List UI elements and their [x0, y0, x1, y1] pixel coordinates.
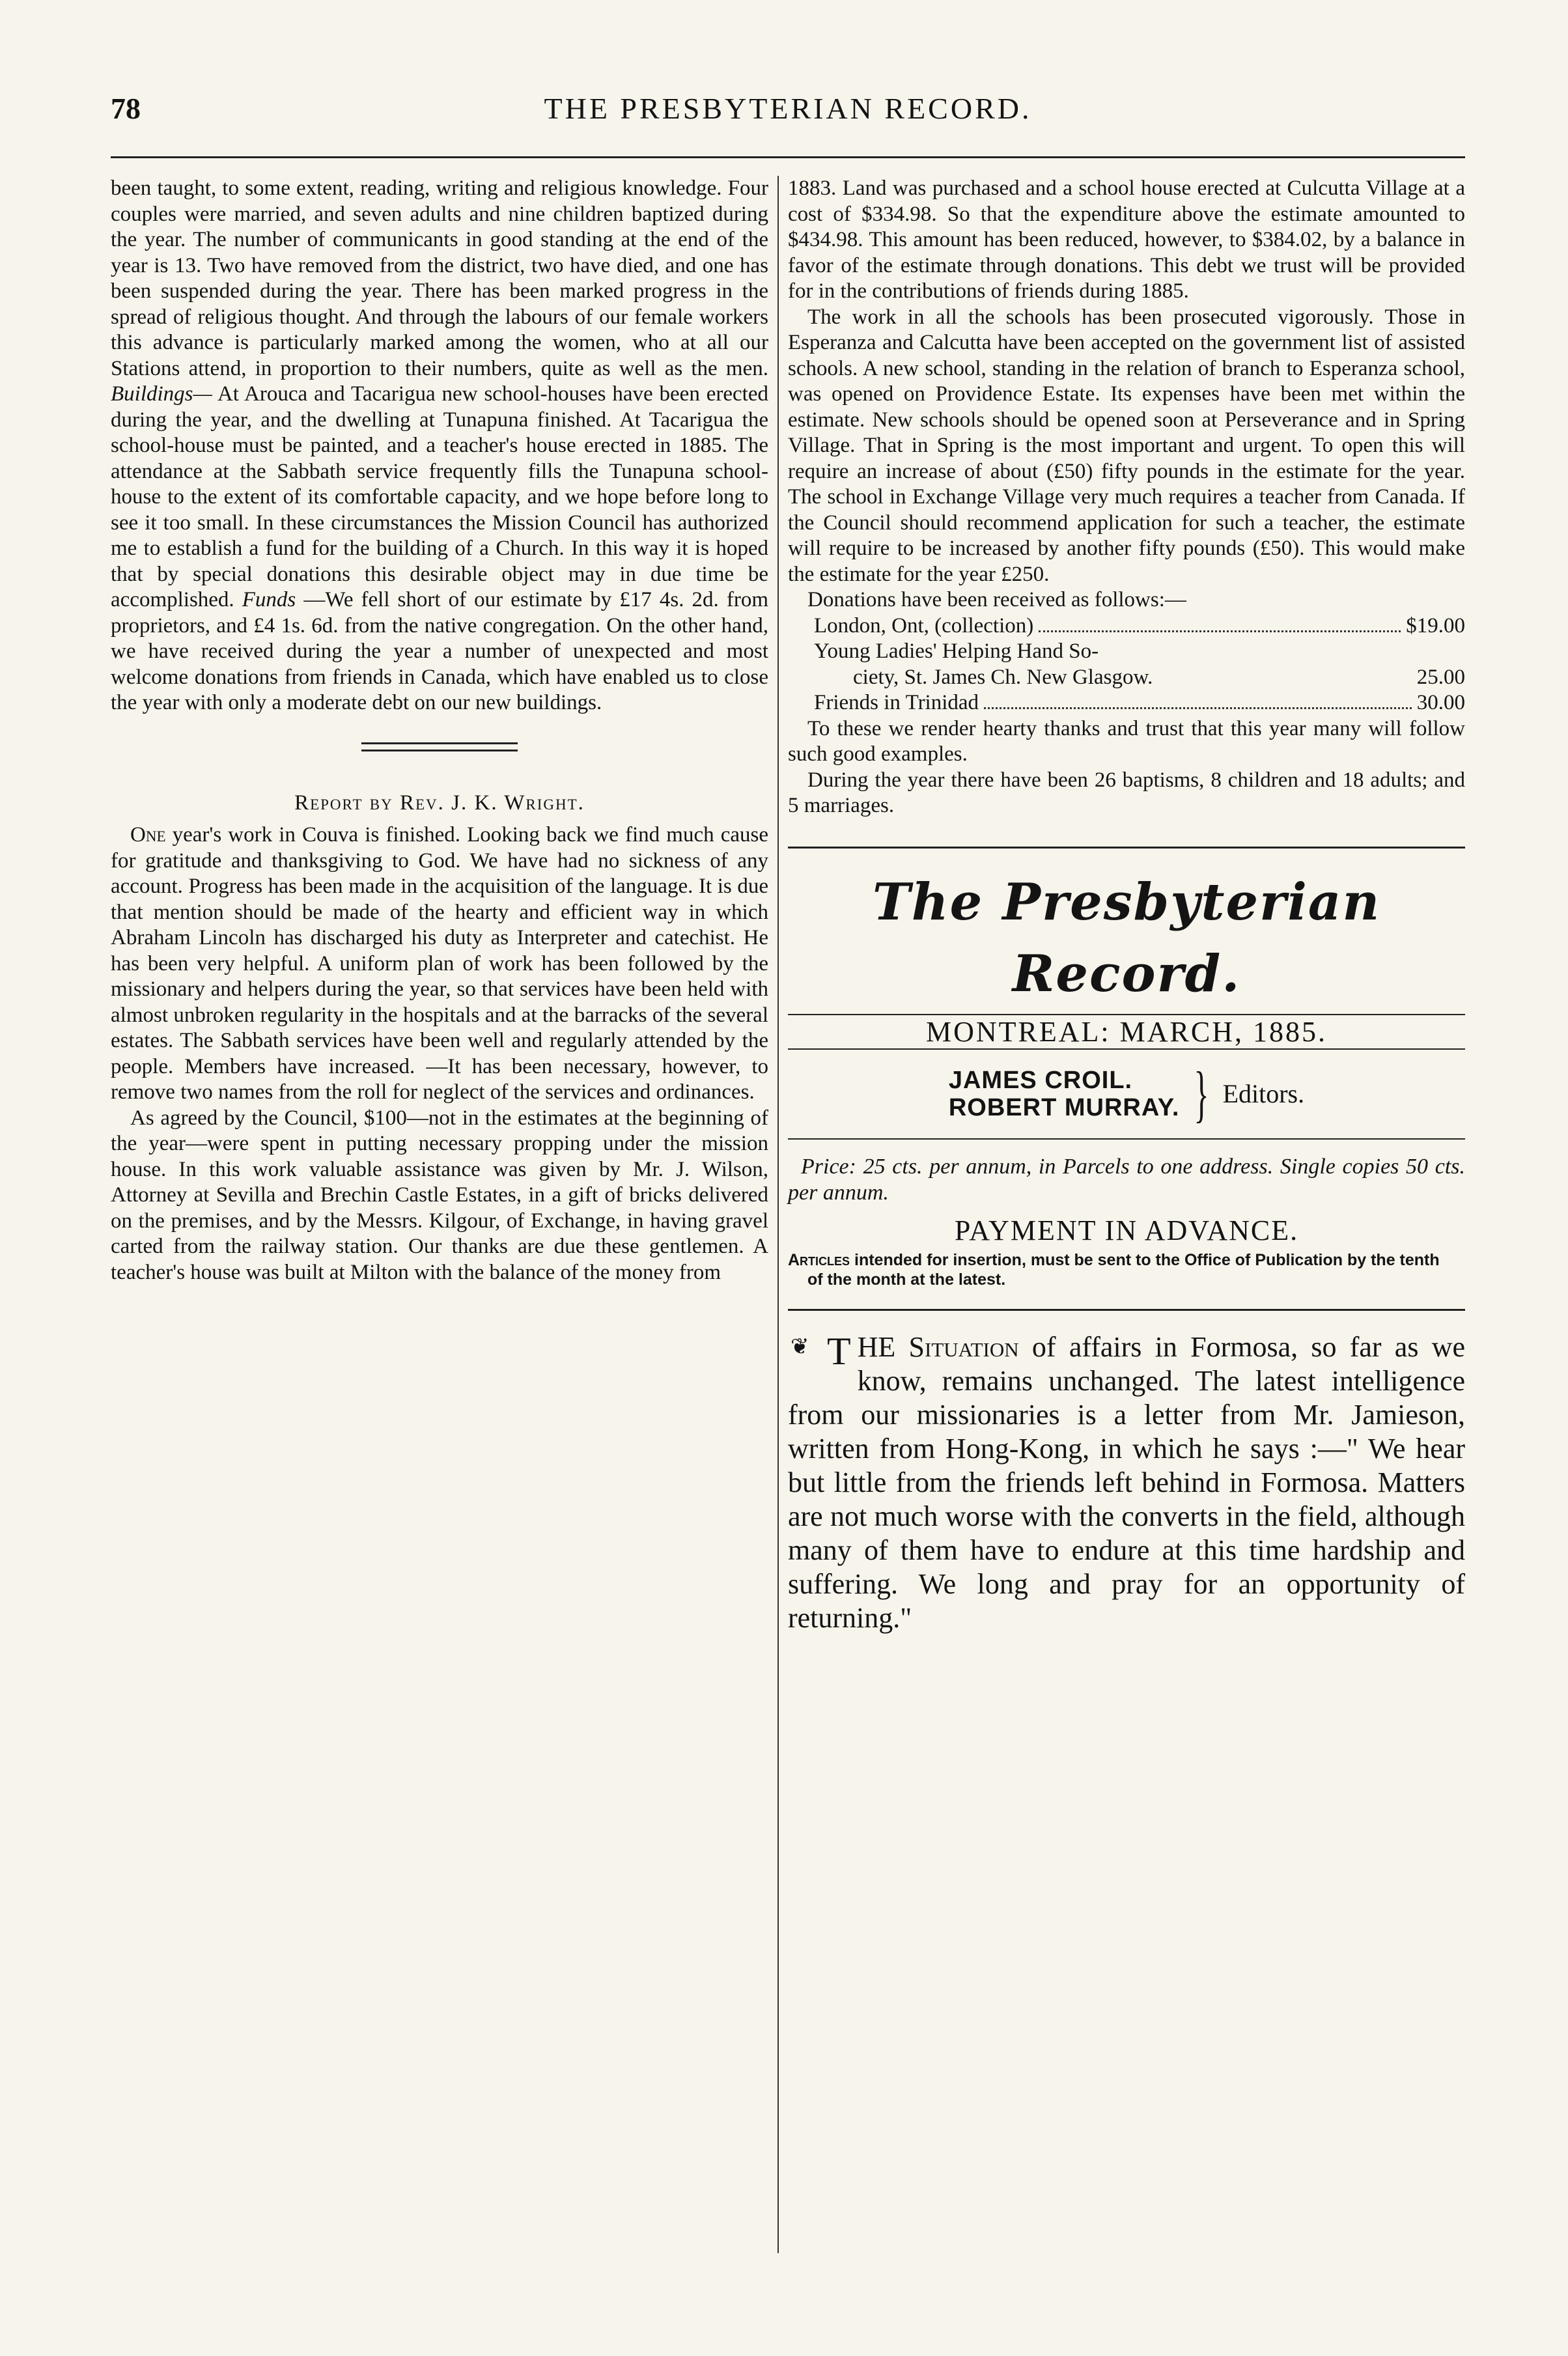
- donations-list: [814, 613, 1465, 716]
- notice-rule: [788, 1309, 1465, 1311]
- page-number: 78: [111, 92, 141, 125]
- leader-dots: [1039, 630, 1401, 632]
- donations-intro: Donations have been received as follows:—: [807, 588, 1186, 611]
- notice-text: intended for insertion, must be sent to the Office of Publication by the tenth of the month at the latest.: [807, 1250, 1440, 1289]
- paragraph: During the year there have been 26 baptisms, 8 children and 18 adults; and 5 marriages.: [788, 768, 1465, 817]
- funds-label: Funds: [242, 588, 296, 611]
- buildings-label: Buildings—: [111, 382, 212, 406]
- donation-row: [814, 639, 1465, 690]
- donation-row: [814, 613, 1465, 639]
- ornament-icon: ❦: [791, 1334, 809, 1359]
- price-line: Price: 25 cts. per annum, in Parcels to one address. Single copies 50 cts. per annum.: [788, 1155, 1465, 1205]
- donation-label-line: Young Ladies' Helping Hand So-: [814, 639, 1099, 663]
- lead-smallcaps: HE Situation: [857, 1330, 1019, 1363]
- column-divider: [777, 176, 779, 2253]
- masthead: The Presbyterian Record.: [872, 872, 1381, 1003]
- donation-label: London, Ont, (collection): [814, 613, 1034, 638]
- lead-word: One: [130, 823, 166, 847]
- paragraph: [111, 822, 768, 1106]
- paragraph: 1883. Land was purchased and a school house erected at Culcutta Village at a cost of $334.98. So that the expenditure above the estimate amounted to $434.98. This amount has been reduced, however, to $384.02, by a balance in favor of the estimate through donations. This debt we trust will be provided for in the contributions of friends during 1885.: [788, 176, 1465, 303]
- paragraph: As agreed by the Council, $100—not in the estimates at the beginning of the year—were spent in putting necessary propping under the mission house. In this work valuable assistance was given by Mr. J. Wilson, Attorney at Sevilla and Brechin Castle Estates, in a gift of bricks delivered on the premises, and by the Messrs. Kilgour, of Exchange, in having gravel carted from the railway station. Our thanks are due these gentlemen. A teacher's house was built at Milton with the balance of the money from: [111, 1106, 768, 1284]
- editors-block: [788, 1059, 1465, 1129]
- section-divider: [361, 742, 518, 751]
- paragraph-text: —We fell short of our estimate by £17 4s. 2d. from proprietors, and £4 1s. 6d. from the native congregation. On the other hand, we have received during the year a number of unexpected and most welcome donations from friends in Canada, which have enabled us to close the year with only a moderate debt on our new buildings.: [111, 588, 768, 714]
- paragraph-text: of affairs in Formosa, so far as we know, remains unchanged. The latest intelligence from our missionaries is a letter from Mr. Jamieson, written from Hong-Kong, in which he says :—" We hear but little from the friends left behind in Formosa. Matters are not much worse with the converts in the field, although many of them have to endure at this time hardship and suffering. We long and pray for an opportunity of returning.": [788, 1330, 1466, 1634]
- paragraph: [111, 176, 768, 716]
- page-header: [111, 91, 1465, 137]
- donation-amount: 30.00: [1416, 691, 1465, 714]
- leader-dots: [984, 707, 1412, 709]
- left-column: [111, 176, 768, 1285]
- donation-label: Friends in Trinidad: [814, 691, 979, 714]
- running-title: THE PRESBYTERIAN RECORD.: [544, 92, 1032, 125]
- header-rule: [111, 156, 1465, 158]
- paragraph-text: been taught, to some extent, reading, writing and religious knowledge. Four couples were married, and seven adults and nine children baptized during the year. The number of communicants in good standing at the end of the year is 13. Two have removed from the district, two have died, and one has been suspended during the year. There has been marked progress in the spread of religious thought. And through the labours of our female workers this advance is particularly marked among the women, who at all our Stations attend, in proportion to their numbers, quite as well as the men.: [111, 176, 768, 380]
- editor-names: [949, 1067, 1180, 1121]
- donation-row: [814, 690, 1465, 716]
- donation-amount: $19.00: [1406, 613, 1465, 638]
- dateline-rule: [788, 1048, 1465, 1050]
- articles-notice: [788, 1250, 1452, 1289]
- payment-notice: PAYMENT IN ADVANCE.: [954, 1214, 1299, 1246]
- donation-amount: 25.00: [1416, 665, 1465, 689]
- formosa-paragraph: [788, 1330, 1465, 1635]
- paragraph-text: At Arouca and Tacarigua new school-houses have been erected during the year, and the dwelling at Tunapuna finished. At Tacarigua the school-house must be painted, and a teacher's house erected in 1885. The attendance at the Sabbath service frequently fills the Tunapuna school-house to the extent of its comfortable capacity, and we hope before long to see it too small. In these circumstances the Mission Council has authorized me to establish a fund for the building of a Church. In this way it is hoped that by special donations this desirable object may in due time be accomplished.: [111, 382, 768, 611]
- drop-cap: T: [827, 1329, 851, 1373]
- paragraph: The work in all the schools has been prosecuted vigorously. Those in Esperanza and Calcutta have been accepted on the government list of assisted schools. A new school, standing in the relation of branch to Esperanza school, was opened on Providence Estate. Its expenses have been met within the estimate. New schools should be opened soon at Perseverance and in Spring Village. That in Spring is the most important and urgent. To open this will require an increase of about (£50) fifty pounds in the estimate for the year. The school in Exchange Village very much requires a teacher from Canada. If the Council should recommend application for such a teacher, the estimate will require to be increased by another fifty pounds (£50). This would make the estimate for the year £250.: [788, 305, 1465, 586]
- report-heading: Report by Rev. J. K. Wright.: [294, 791, 585, 815]
- dateline: MONTREAL: MARCH, 1885.: [925, 1015, 1328, 1048]
- brace-icon: }: [1194, 1059, 1209, 1129]
- notice-lead: Articles: [788, 1250, 850, 1269]
- donation-label-line: ciety, St. James Ch. New Glasgow.: [853, 665, 1153, 689]
- right-column: [788, 176, 1465, 1635]
- paragraph-text: year's work in Couva is finished. Looking back we find much cause for gratitude and thanksgiving to God. We have had no sickness of any account. Progress has been made in the acquisition of the language. It is due that mention should be made of the hearty and efficient way in which Abraham Lincoln has discharged his duty as Interpreter and catechist. He has been very helpful. A uniform plan of work has been followed by the missionary and helpers during the year, so that services have been held with almost unbroken regularity in the hospitals and at the barracks of the several estates. The Sabbath services have been well and regularly attended by the people. Members have increased. —It has been necessary, however, to remove two names from the roll for neglect of the services and ordinances.: [111, 823, 768, 1104]
- editor-name: JAMES CROIL.: [948, 1067, 1133, 1094]
- editors-label: Editors.: [1222, 1079, 1305, 1109]
- donation-row-cont: [814, 665, 1465, 691]
- editors-rule: [788, 1138, 1465, 1140]
- paragraph: To these we render hearty thanks and trust that this year many will follow such good examples.: [788, 716, 1465, 766]
- editor-name: ROBERT MURRAY.: [948, 1094, 1180, 1121]
- masthead-top-rule: [788, 847, 1465, 848]
- masthead-rule: [788, 1014, 1465, 1015]
